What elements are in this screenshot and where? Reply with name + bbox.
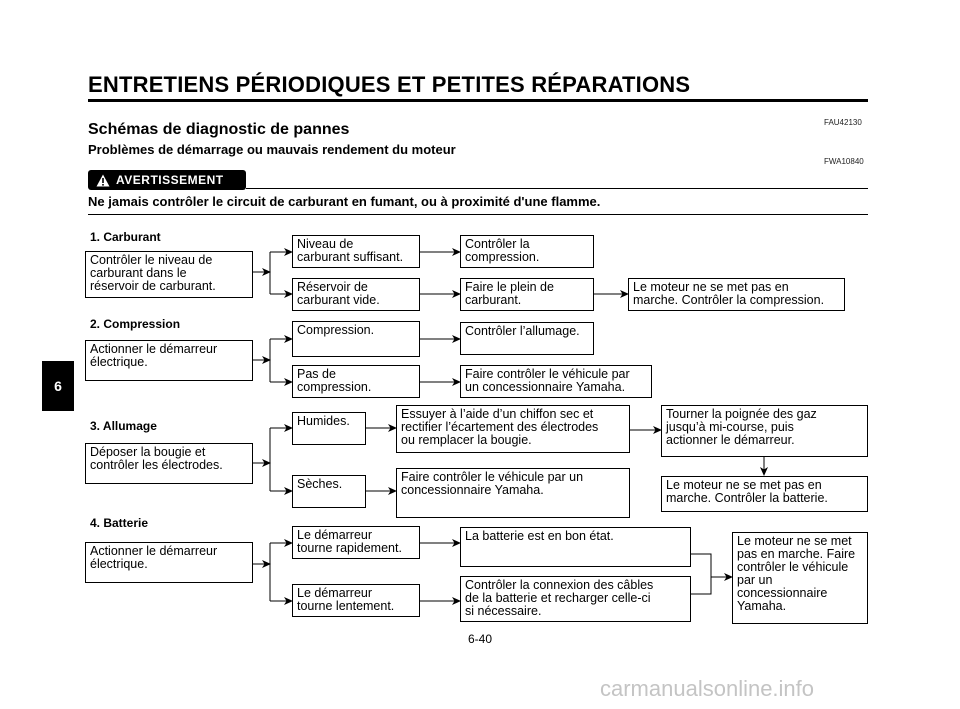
- box-c3-dealer: Faire contrôler le véhicule par un concessionnaire Yamaha.: [396, 468, 630, 518]
- box-c1-refuel: Faire le plein de carburant.: [460, 278, 594, 311]
- box-c2-check-ignition: Contrôler l’allumage.: [460, 322, 594, 355]
- page-number: 6-40: [467, 632, 493, 646]
- box-c1-fuel-empty: Réservoir de carburant vide.: [292, 278, 420, 311]
- watermark: carmanualsonline.info: [600, 676, 815, 701]
- page-title: ENTRETIENS PÉRIODIQUES ET PETITES RÉPARATIONS: [88, 72, 691, 97]
- box-c4-battery-ok: La batterie est en bon état.: [460, 527, 691, 567]
- box-c4-fast: Le démarreur tourne rapidement.: [292, 526, 420, 559]
- box-c3-wipe-plug: Essuyer à l’aide d’un chiffon sec et rectifier l’écartement des électrodes ou remplacer la bougie.: [396, 405, 630, 453]
- section-code: FAU42130: [824, 118, 862, 127]
- box-c2-start: Actionner le démarreur électrique.: [85, 340, 253, 381]
- box-c3-start: Déposer la bougie et contrôler les électrodes.: [85, 443, 253, 484]
- box-c1-engine-no-start: Le moteur ne se met pas en marche. Contrôler la compression.: [628, 278, 845, 311]
- box-c4-dealer: Le moteur ne se met pas en marche. Faire contrôler le véhicule par un concessionnaire Yamaha.: [732, 532, 868, 624]
- warning-code: FWA10840: [824, 157, 864, 166]
- warning-badge-label: AVERTISSEMENT: [116, 173, 224, 187]
- box-c2-no-compression: Pas de compression.: [292, 365, 420, 398]
- box-c3-throttle: Tourner la poignée des gaz jusqu’à mi-course, puis actionner le démarreur.: [661, 405, 868, 457]
- box-c1-start: Contrôler le niveau de carburant dans le réservoir de carburant.: [85, 251, 253, 298]
- box-c2-dealer: Faire contrôler le véhicule par un concessionnaire Yamaha.: [460, 365, 652, 398]
- category-title-allumage: 3. Allumage: [90, 419, 157, 433]
- box-c3-dry: Sèches.: [292, 475, 366, 508]
- box-c4-slow: Le démarreur tourne lentement.: [292, 584, 420, 617]
- warning-text: Ne jamais contrôler le circuit de carburant en fumant, ou à proximité d'une flamme.: [88, 194, 601, 209]
- box-c1-fuel-ok: Niveau de carburant suffisant.: [292, 235, 420, 268]
- chapter-tab: 6: [42, 361, 74, 411]
- category-title-carburant: 1. Carburant: [90, 230, 161, 244]
- box-c3-check-battery: Le moteur ne se met pas en marche. Contrôler la batterie.: [661, 476, 868, 512]
- category-title-compression: 2. Compression: [90, 317, 181, 331]
- subsection-title: Problèmes de démarrage ou mauvais rendement du moteur: [88, 142, 456, 157]
- category-title-batterie: 4. Batterie: [90, 516, 149, 530]
- box-c3-wet: Humides.: [292, 412, 366, 445]
- box-c2-compression: Compression.: [292, 321, 420, 357]
- section-title: Schémas de diagnostic de pannes: [88, 121, 350, 138]
- box-c4-check-cables: Contrôler la connexion des câbles de la batterie et recharger celle-ci si nécessaire.: [460, 576, 691, 622]
- box-c1-check-compression: Contrôler la compression.: [460, 235, 594, 268]
- box-c4-start: Actionner le démarreur électrique.: [85, 542, 253, 583]
